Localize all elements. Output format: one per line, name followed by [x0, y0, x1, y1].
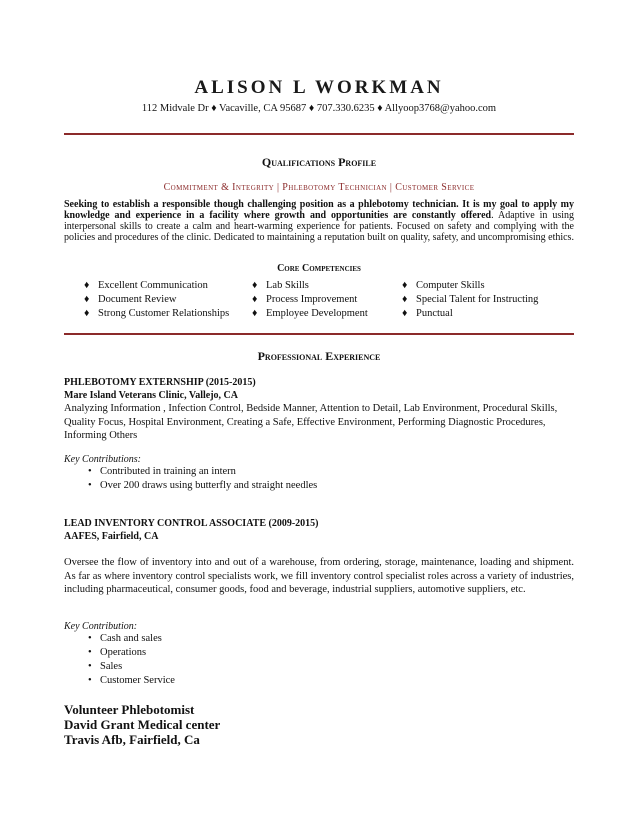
job-description: Oversee the flow of inventory into and out of a warehouse, from ordering, storage, maintenance, loading and shipment. As far as where inventory control specialists work, we fill inventory control specialist roles across a variety of industries, including pharmaceutical, consumer goods, food and beverage, industrial suppliers, automotive suppliers, etc. [64, 557, 574, 595]
volunteer-location: Travis Afb, Fairfield, Ca [64, 732, 200, 747]
diamond-icon: ♦ [84, 308, 90, 319]
competency-item: ♦ Excellent Communication [84, 280, 208, 291]
core-competencies-heading: Core Competencies [277, 263, 361, 274]
competency-item: ♦ Strong Customer Relationships [84, 308, 230, 319]
competency-item: ♦ Employee Development [252, 308, 368, 319]
diamond-icon: ♦ [252, 294, 258, 305]
diamond-icon: ♦ [402, 308, 408, 319]
diamond-icon: ♦ [252, 308, 258, 319]
contribution-item: • Operations [88, 647, 147, 658]
contribution-item: • Over 200 draws using butterfly and straight needles [88, 480, 318, 491]
competency-item: ♦ Document Review [84, 294, 177, 305]
divider-middle [64, 333, 574, 335]
volunteer-role: Volunteer Phlebotomist [64, 702, 195, 717]
job-description: Analyzing Information , Infection Control, Bedside Manner, Attention to Detail, Lab Environment, Procedural Skills, Quality Focus, Hospital Environment, Creating a Safe, Effective Environment, Performing Diagnostic Procedures, Informing Others [64, 403, 558, 441]
summary-bold: Seeking to establish a responsible though challenging position as a phlebotomy technician. It is my goal to apply my knowledge and experience in a facility where growth and opportunities are constantly offered [64, 199, 574, 221]
contributions-label: Key Contributions: [64, 454, 141, 465]
job-title: PHLEBOTOMY EXTERNSHIP (2015-2015) [64, 377, 256, 388]
competency-item: ♦ Special Talent for Instructing [402, 294, 539, 305]
applicant-name: ALISON L WORKMAN [194, 77, 444, 98]
qualifications-heading: Qualifications Profile [261, 155, 377, 169]
contribution-item: • Sales [88, 661, 123, 672]
competency-item: ♦ Process Improvement [252, 294, 358, 305]
divider-top [64, 133, 574, 135]
summary-paragraph [64, 199, 574, 243]
tagline: Commitment & Integrity | Phlebotomy Technician | Customer Service [163, 182, 475, 193]
summary-rest: . Adaptive in using interpersonal skills to create a calm and heart-warming experience for patients. Focused on safety and complying with the policies and procedures of the clinic. Dedicated to maintaining a reputation built on quality, safety, and uncompromising ethics. [64, 210, 575, 243]
job-organization: AAFES, Fairfield, CA [64, 531, 159, 542]
competency-item: ♦ Computer Skills [402, 280, 485, 291]
contributions-label: Key Contribution: [64, 621, 138, 632]
diamond-icon: ♦ [252, 280, 258, 291]
contribution-item: • Cash and sales [88, 633, 162, 644]
contribution-item: • Customer Service [88, 675, 175, 686]
job-organization: Mare Island Veterans Clinic, Vallejo, CA [64, 390, 238, 401]
volunteer-org: David Grant Medical center [64, 717, 221, 732]
competency-item: ♦ Punctual [402, 308, 453, 319]
competency-item: ♦ Lab Skills [252, 280, 309, 291]
diamond-icon: ♦ [402, 294, 408, 305]
experience-heading: Professional Experience [257, 349, 381, 363]
contribution-item: • Contributed in training an intern [88, 466, 236, 477]
job-title: LEAD INVENTORY CONTROL ASSOCIATE (2009-2015) [64, 518, 319, 529]
diamond-icon: ♦ [84, 294, 90, 305]
diamond-icon: ♦ [84, 280, 90, 291]
contact-line: 112 Midvale Dr ♦ Vacaville, CA 95687 ♦ 707.330.6235 ♦ Allyoop3768@yahoo.com [141, 103, 497, 114]
diamond-icon: ♦ [402, 280, 408, 291]
